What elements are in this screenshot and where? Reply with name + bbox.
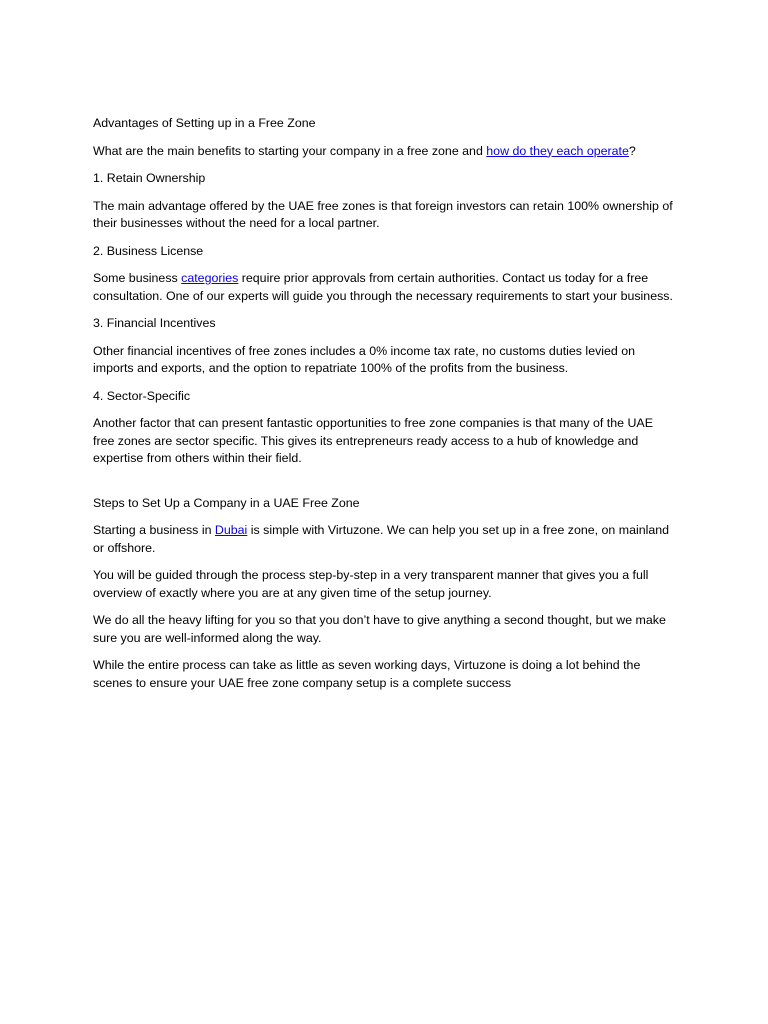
- categories-link[interactable]: categories: [181, 271, 239, 285]
- item-title-retain-ownership: 1. Retain Ownership: [93, 171, 206, 185]
- steps-paragraph-2: You will be guided through the process step-by-step in a very transparent manner that gives you a full overview of exactly where you are at any given time of the setup journey.: [93, 568, 649, 600]
- document-page: [93, 115, 673, 692]
- steps-paragraph-1: [93, 522, 673, 557]
- section-heading-advantages: Advantages of Setting up in a Free Zone: [93, 116, 316, 130]
- intro-text-end: ?: [628, 143, 636, 158]
- steps-p1-text: Starting a business in: [93, 523, 215, 537]
- item-body-financial-incentives: Other financial incentives of free zones includes a 0% income tax rate, no customs duties levied on imports and exports, and the option to repatriate 100% of the profits from the business.: [93, 343, 636, 375]
- dubai-link[interactable]: Dubai: [214, 523, 248, 537]
- item-title-financial-incentives: 3. Financial Incentives: [93, 316, 216, 330]
- section-heading-steps: Steps to Set Up a Company in a UAE Free Zone: [93, 495, 360, 510]
- steps-p1-text-end: is simple with Virtuzone. We can help you set up in a free zone, on mainland or offshore.: [93, 523, 670, 555]
- intro-text: What are the main benefits to starting your company in a free zone and: [93, 143, 487, 158]
- section-spacer: [93, 468, 673, 495]
- item-body-sector-specific: Another factor that can present fantastic opportunities to free zone companies is that many of the UAE free zones are sector specific. This gives its entrepreneurs ready access to a hub of knowledge and expertise from others within their field.: [93, 416, 653, 465]
- how-they-operate-link[interactable]: how do they each operate: [486, 143, 629, 158]
- business-license-text: Some business: [93, 271, 182, 285]
- item-title-sector-specific: 4. Sector-Specific: [93, 388, 191, 403]
- item-body-business-license: [93, 270, 673, 305]
- steps-paragraph-3: We do all the heavy lifting for you so that you don’t have to give anything a second thought, but we make sure you are well-informed along the way.: [93, 613, 666, 645]
- steps-paragraph-4: While the entire process can take as little as seven working days, Virtuzone is doing a lot behind the scenes to ensure your UAE free zone company setup is a complete success: [93, 658, 641, 690]
- business-license-text-end: require prior approvals from certain authorities. Contact us today for a free consultation. One of our experts will guide you through the necessary requirements to start your business.: [93, 271, 673, 303]
- intro-paragraph: [93, 143, 673, 161]
- item-title-business-license: 2. Business License: [93, 243, 204, 258]
- item-body-retain-ownership: The main advantage offered by the UAE free zones is that foreign investors can retain 100% ownership of their businesses without the need for a local partner.: [93, 198, 673, 230]
